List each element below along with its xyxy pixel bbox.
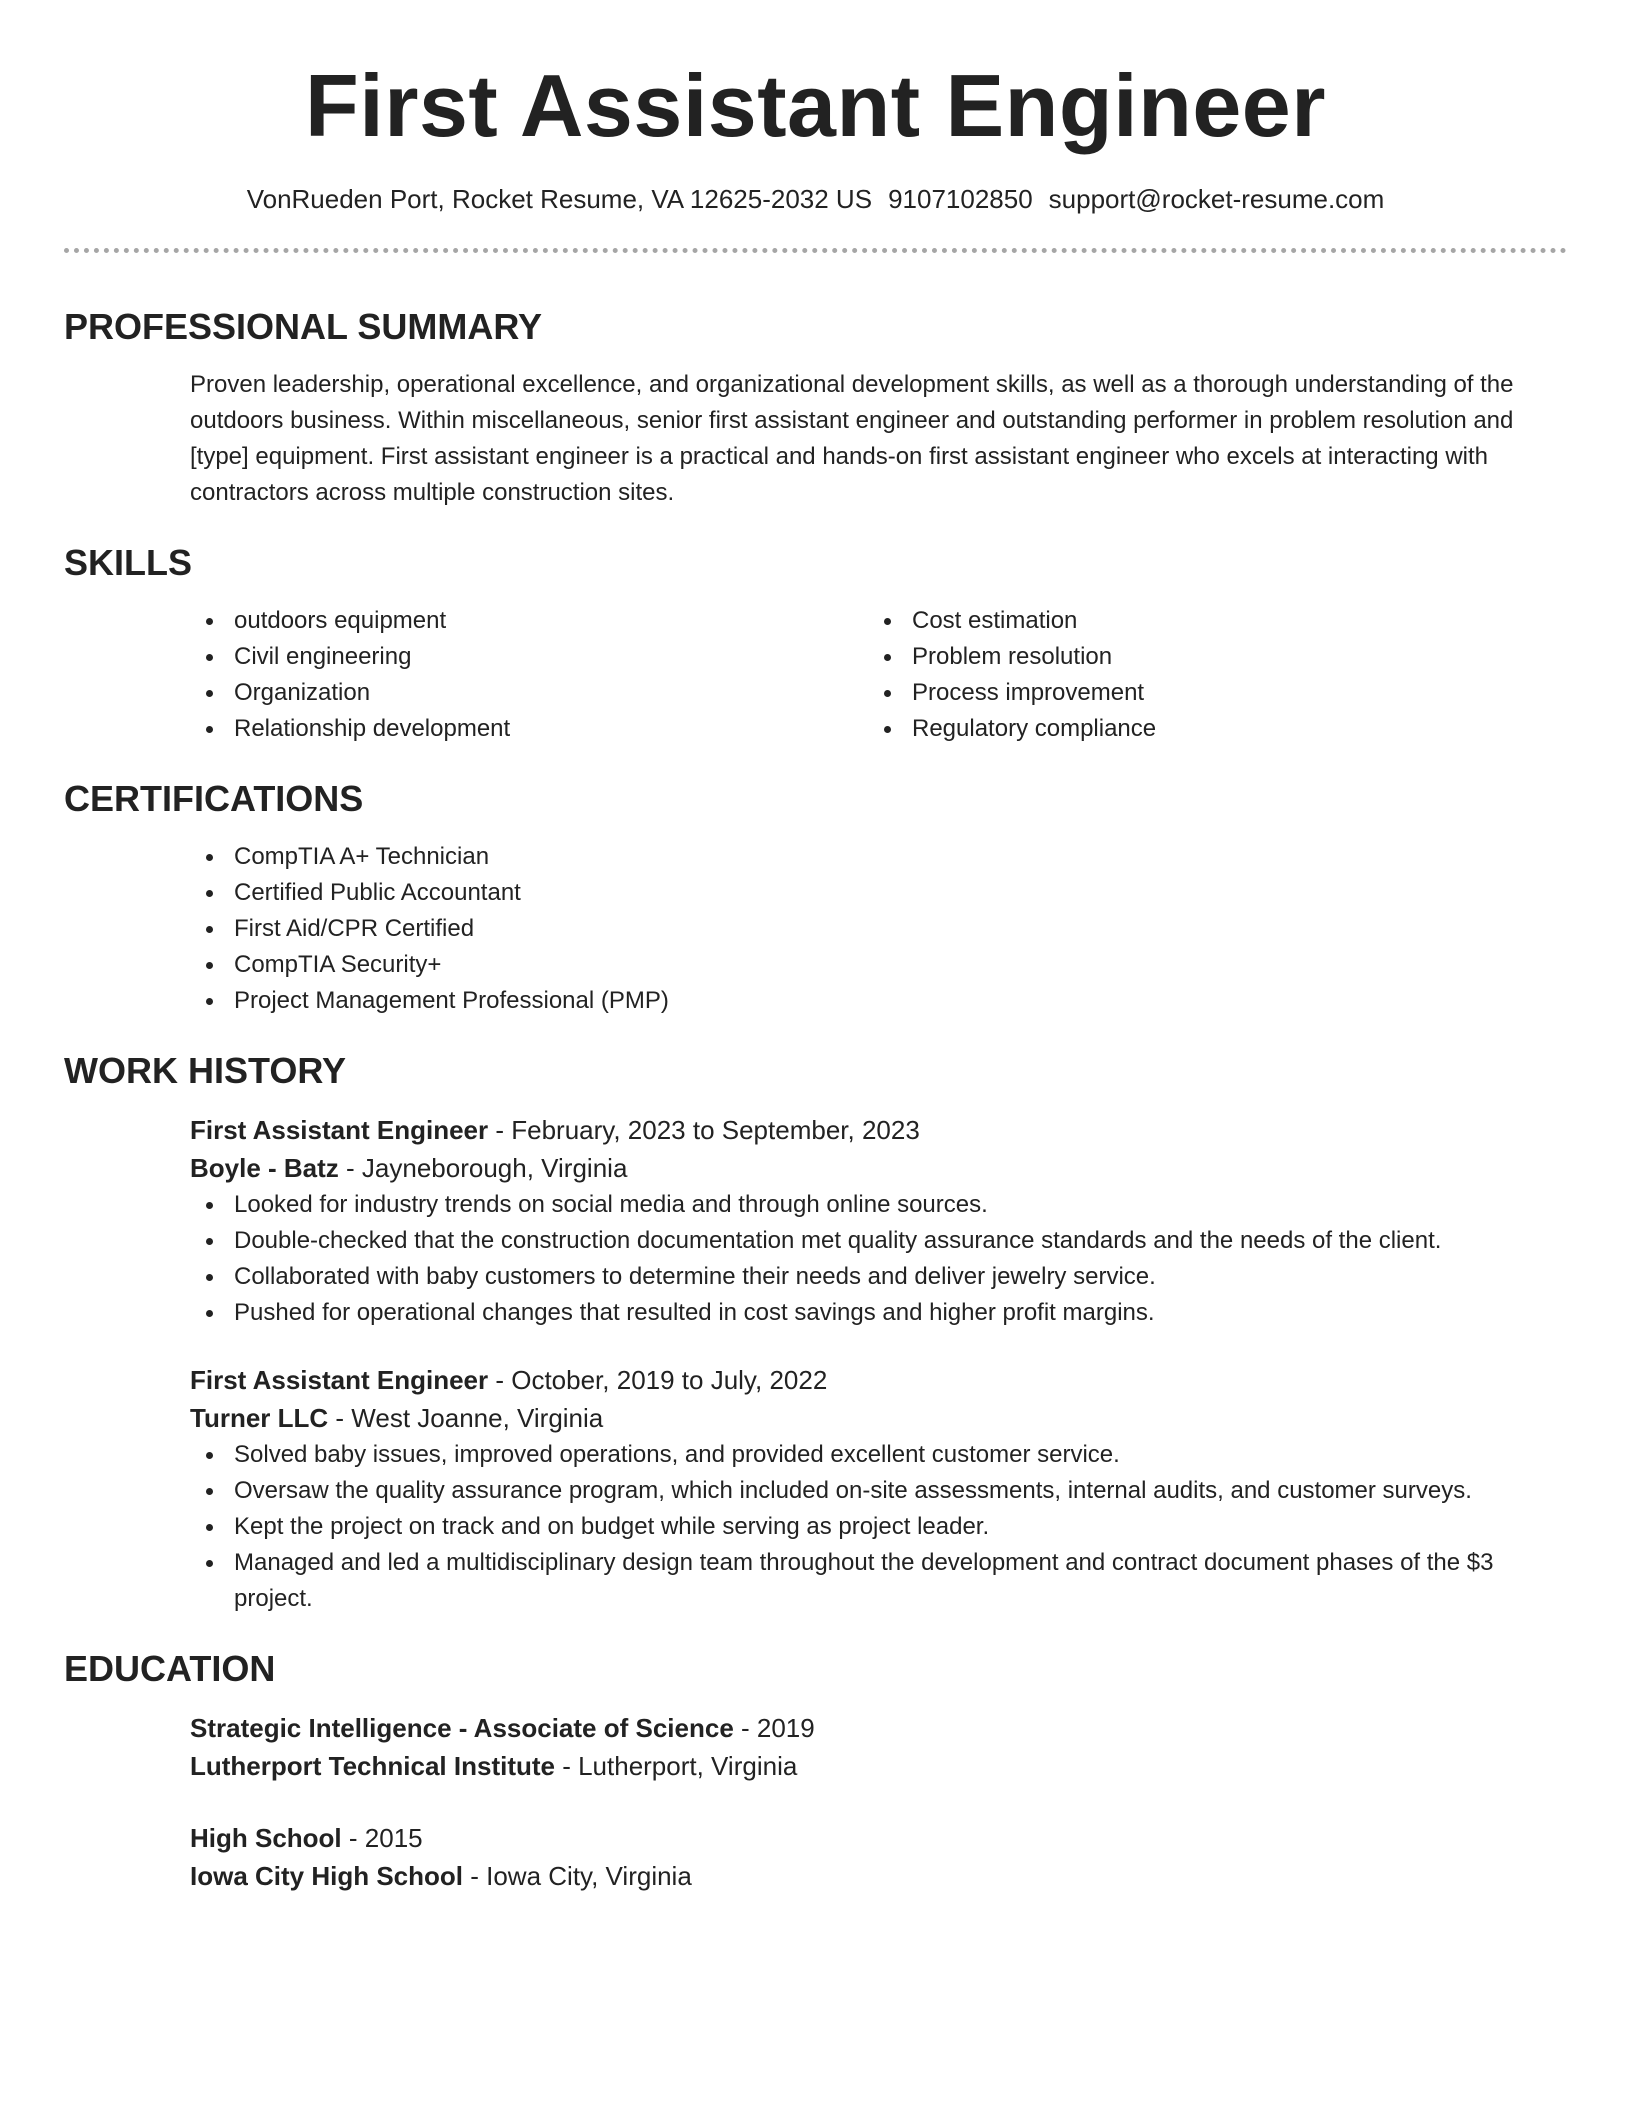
education-degree-line	[190, 1819, 1567, 1857]
job-title-line	[190, 1361, 1567, 1399]
skill-item: Problem resolution	[868, 639, 1546, 675]
education-entry	[190, 1819, 1567, 1895]
education-degree: High School	[190, 1823, 342, 1853]
skill-item: Process improvement	[868, 675, 1546, 711]
skill-item: outdoors equipment	[190, 603, 868, 639]
job-company: Turner LLC	[190, 1403, 329, 1433]
education-school: Lutherport Technical Institute	[190, 1751, 555, 1781]
skill-item: Regulatory compliance	[868, 711, 1546, 747]
work-history-heading: WORK HISTORY	[64, 1050, 347, 1091]
education-section	[64, 1647, 1567, 1895]
job-company: Boyle - Batz	[190, 1153, 339, 1183]
summary-heading: PROFESSIONAL SUMMARY	[64, 306, 543, 347]
certifications-section	[64, 777, 1567, 1019]
education-year: - 2019	[733, 1713, 815, 1743]
contact-email[interactable]: support@rocket-resume.com	[1048, 184, 1385, 214]
skill-item: Organization	[190, 675, 868, 711]
skill-item: Relationship development	[190, 711, 868, 747]
job-dates: - October, 2019 to July, 2022	[488, 1365, 828, 1395]
job-role: First Assistant Engineer	[190, 1365, 489, 1395]
job-company-line	[190, 1149, 1567, 1187]
certifications-list	[190, 839, 1567, 1019]
header-divider	[64, 248, 1567, 253]
skills-heading: SKILLS	[64, 542, 193, 583]
education-heading: EDUCATION	[64, 1648, 276, 1689]
education-school-line	[190, 1857, 1567, 1895]
job-duty: Collaborated with baby customers to determine their needs and deliver jewelry service.	[190, 1259, 1567, 1295]
job-dates: - February, 2023 to September, 2023	[488, 1115, 920, 1145]
education-degree-line	[190, 1709, 1567, 1747]
job-duties-list	[190, 1437, 1567, 1617]
job-duty: Pushed for operational changes that resulted in cost savings and higher profit margins.	[190, 1295, 1567, 1331]
certification-item: Certified Public Accountant	[190, 875, 1567, 911]
certification-item: Project Management Professional (PMP)	[190, 983, 1567, 1019]
skills-section	[64, 541, 1567, 747]
education-location: - Lutherport, Virginia	[554, 1751, 798, 1781]
job-location: - Jayneborough, Virginia	[338, 1153, 628, 1183]
certifications-heading: CERTIFICATIONS	[64, 778, 364, 819]
certification-item: CompTIA Security+	[190, 947, 1567, 983]
job-duty: Managed and led a multidisciplinary design team throughout the development and contract document phases of the $3 project.	[190, 1545, 1567, 1617]
job-duty: Looked for industry trends on social media and through online sources.	[190, 1187, 1567, 1223]
skills-list-right	[868, 603, 1546, 747]
job-title-line	[190, 1111, 1567, 1149]
job-entry	[190, 1111, 1567, 1331]
summary-text: Proven leadership, operational excellence, and organizational development skills, as well as a thorough understanding of the outdoors business. Within miscellaneous, senior first assistant engineer and outstanding performer in problem resolution and [type] equipment. First assistant engineer is a practical and hands-on first assistant engineer who excels at interacting with contractors across multiple construction sites.	[190, 371, 1514, 506]
education-school: Iowa City High School	[190, 1861, 464, 1891]
work-history-section	[64, 1049, 1567, 1617]
skill-item: Civil engineering	[190, 639, 868, 675]
job-duty: Oversaw the quality assurance program, which included on-site assessments, internal audits, and customer surveys.	[190, 1473, 1567, 1509]
skills-grid	[190, 603, 1567, 747]
education-degree: Strategic Intelligence - Associate of Science	[190, 1713, 734, 1743]
job-duty: Kept the project on track and on budget while serving as project leader.	[190, 1509, 1567, 1545]
job-company-line	[190, 1399, 1567, 1437]
summary-section	[64, 305, 1567, 511]
contact-line	[64, 182, 1567, 216]
job-duty: Solved baby issues, improved operations, and provided excellent customer service.	[190, 1437, 1567, 1473]
education-location: - Iowa City, Virginia	[463, 1861, 692, 1891]
contact-phone: 9107102850	[888, 184, 1033, 214]
job-location: - West Joanne, Virginia	[328, 1403, 604, 1433]
job-entry	[190, 1361, 1567, 1617]
skills-list-left	[190, 603, 868, 747]
resume-name: First Assistant Engineer	[305, 56, 1326, 155]
education-year: - 2015	[341, 1823, 423, 1853]
certification-item: First Aid/CPR Certified	[190, 911, 1567, 947]
certification-item: CompTIA A+ Technician	[190, 839, 1567, 875]
education-entry	[190, 1709, 1567, 1785]
job-duty: Double-checked that the construction documentation met quality assurance standards and the needs of the client.	[190, 1223, 1567, 1259]
job-duties-list	[190, 1187, 1567, 1331]
education-school-line	[190, 1747, 1567, 1785]
skill-item: Cost estimation	[868, 603, 1546, 639]
job-role: First Assistant Engineer	[190, 1115, 489, 1145]
contact-address: VonRueden Port, Rocket Resume, VA 12625-2032 US	[246, 184, 873, 214]
